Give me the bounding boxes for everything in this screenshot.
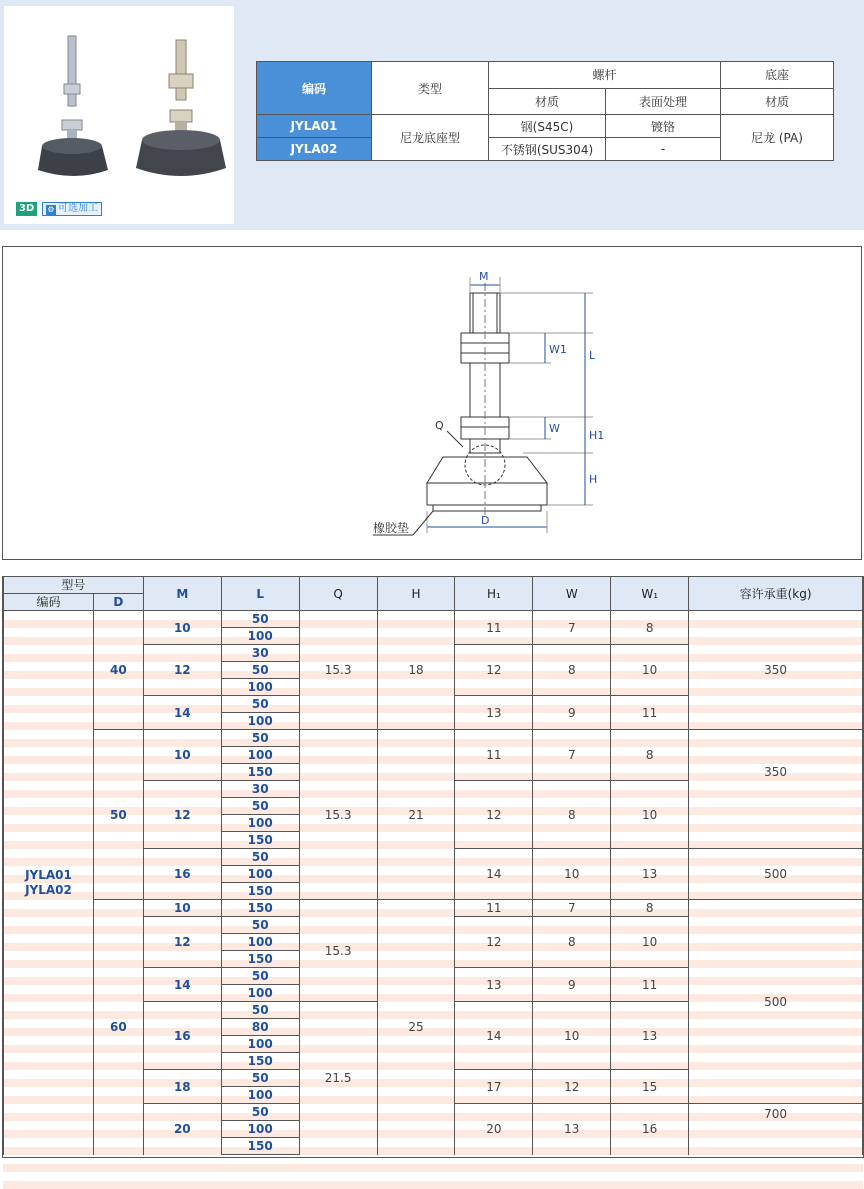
w-value: 12 xyxy=(533,1070,611,1104)
l-value: 100 xyxy=(221,1087,299,1104)
label-H: H xyxy=(589,473,598,486)
w1-value: 10 xyxy=(611,917,689,968)
h-header: H xyxy=(377,577,455,611)
l-value: 50 xyxy=(221,1070,299,1087)
load-header: 容许承重(kg) xyxy=(689,577,863,611)
h1-header: H₁ xyxy=(455,577,533,611)
w1-value: 8 xyxy=(611,730,689,781)
h1-value: 17 xyxy=(455,1070,533,1104)
m-value: 14 xyxy=(143,968,221,1002)
l-value: 150 xyxy=(221,764,299,781)
w-value: 8 xyxy=(533,645,611,696)
3d-badge[interactable]: 3D xyxy=(16,202,37,216)
l-value: 100 xyxy=(221,1121,299,1138)
spec-table xyxy=(3,577,863,1155)
l-value: 50 xyxy=(221,696,299,713)
screw-header: 螺杆 xyxy=(489,62,721,89)
label-Q: Q xyxy=(435,419,444,432)
l-value: 100 xyxy=(221,815,299,832)
code-jyla02: JYLA02 xyxy=(257,138,372,161)
h-value: 25 xyxy=(377,900,455,1155)
optional-processing-badge[interactable] xyxy=(42,202,102,216)
l-value: 50 xyxy=(221,1002,299,1019)
m-value: 10 xyxy=(143,611,221,645)
w-value: 7 xyxy=(533,730,611,781)
w-value: 8 xyxy=(533,917,611,968)
label-H1: H1 xyxy=(589,429,605,442)
l-value: 100 xyxy=(221,628,299,645)
w-value: 9 xyxy=(533,968,611,1002)
row-stripe xyxy=(3,1181,863,1189)
leveling-feet-illustration xyxy=(4,6,234,224)
l-value: 150 xyxy=(221,900,299,917)
m-header: M xyxy=(143,577,221,611)
w1-value: 11 xyxy=(611,696,689,730)
d-value: 50 xyxy=(93,730,143,900)
load-value: 350 xyxy=(689,730,863,849)
base-material-header: 材质 xyxy=(721,88,834,115)
d-value: 60 xyxy=(93,900,143,1155)
table-row xyxy=(4,611,863,628)
w1-header: W₁ xyxy=(611,577,689,611)
d-value: 40 xyxy=(93,611,143,730)
h1-value: 20 xyxy=(455,1104,533,1155)
w1-value: 10 xyxy=(611,645,689,696)
label-W: W xyxy=(549,422,560,435)
m-value: 12 xyxy=(143,645,221,696)
load-value: 350 xyxy=(689,611,863,730)
h-value: 21 xyxy=(377,730,455,900)
base-material-value: 尼龙 (PA) xyxy=(721,115,834,161)
type-header: 类型 xyxy=(372,62,489,115)
l-value: 150 xyxy=(221,832,299,849)
dimension-drawing xyxy=(2,246,862,560)
w-value: 10 xyxy=(533,849,611,900)
load-value: 500 xyxy=(689,849,863,900)
w-value: 7 xyxy=(533,611,611,645)
surface-jyla02: - xyxy=(606,138,721,161)
m-value: 12 xyxy=(143,917,221,968)
w1-value: 13 xyxy=(611,849,689,900)
l-value: 80 xyxy=(221,1019,299,1036)
drawing-svg xyxy=(3,247,861,559)
h1-value: 12 xyxy=(455,781,533,849)
l-value: 50 xyxy=(221,662,299,679)
l-value: 50 xyxy=(221,611,299,628)
h1-value: 11 xyxy=(455,900,533,917)
label-L: L xyxy=(589,349,596,362)
surface-header: 表面处理 xyxy=(606,88,721,115)
q-value: 15.3 xyxy=(299,900,377,1002)
code-header: 编码 xyxy=(257,62,372,115)
l-value: 50 xyxy=(221,917,299,934)
w-value: 9 xyxy=(533,696,611,730)
m-value: 16 xyxy=(143,1002,221,1070)
label-D: D xyxy=(481,514,490,527)
label-rubber-pad: 橡胶垫 xyxy=(373,521,410,535)
h-value: 18 xyxy=(377,611,455,730)
w1-value: 16 xyxy=(611,1104,689,1155)
l-value: 100 xyxy=(221,985,299,1002)
l-header: L xyxy=(221,577,299,611)
m-value: 16 xyxy=(143,849,221,900)
l-value: 30 xyxy=(221,781,299,798)
h1-value: 13 xyxy=(455,696,533,730)
code-header: 编码 xyxy=(4,594,94,611)
m-value: 10 xyxy=(143,900,221,917)
code-jyla01: JYLA01 xyxy=(257,115,372,138)
l-value: 150 xyxy=(221,883,299,900)
l-value: 100 xyxy=(221,679,299,696)
type-value: 尼龙底座型 xyxy=(372,115,489,161)
l-value: 50 xyxy=(221,1104,299,1121)
surface-jyla01: 镀铬 xyxy=(606,115,721,138)
w-value: 10 xyxy=(533,1002,611,1070)
model-header: 型号 xyxy=(4,577,144,594)
h1-value: 14 xyxy=(455,849,533,900)
w-value: 13 xyxy=(533,1104,611,1155)
l-value: 100 xyxy=(221,866,299,883)
h1-value: 14 xyxy=(455,1002,533,1070)
m-value: 14 xyxy=(143,696,221,730)
gear-icon: ⚙ xyxy=(47,205,55,214)
q-value: 15.3 xyxy=(299,730,377,900)
q-value: 15.3 xyxy=(299,611,377,730)
material-table xyxy=(256,61,834,161)
row-stripe xyxy=(3,1164,863,1172)
l-value: 100 xyxy=(221,1036,299,1053)
h1-value: 12 xyxy=(455,645,533,696)
q-header: Q xyxy=(299,577,377,611)
d-header: D xyxy=(93,594,143,611)
w1-value: 11 xyxy=(611,968,689,1002)
m-value: 20 xyxy=(143,1104,221,1155)
h1-value: 11 xyxy=(455,611,533,645)
label-M: M xyxy=(479,270,489,283)
w1-value: 15 xyxy=(611,1070,689,1104)
l-value: 50 xyxy=(221,968,299,985)
label-W1: W1 xyxy=(549,343,567,356)
l-value: 150 xyxy=(221,1053,299,1070)
m-value: 10 xyxy=(143,730,221,781)
w-header: W xyxy=(533,577,611,611)
l-value: 30 xyxy=(221,645,299,662)
l-value: 150 xyxy=(221,1138,299,1155)
l-value: 50 xyxy=(221,849,299,866)
l-value: 150 xyxy=(221,951,299,968)
l-value: 50 xyxy=(221,798,299,815)
table-row xyxy=(4,730,863,747)
screw-material-header: 材质 xyxy=(489,88,606,115)
h1-value: 11 xyxy=(455,730,533,781)
l-value: 100 xyxy=(221,713,299,730)
load-value: 700 xyxy=(689,1104,863,1155)
base-header: 底座 xyxy=(721,62,834,89)
screw-material-jyla02: 不锈钢(SUS304) xyxy=(489,138,606,161)
h1-value: 12 xyxy=(455,917,533,968)
l-value: 50 xyxy=(221,730,299,747)
h1-value: 13 xyxy=(455,968,533,1002)
w1-value: 8 xyxy=(611,900,689,917)
product-photo xyxy=(4,6,234,224)
w-value: 7 xyxy=(533,900,611,917)
screw-material-jyla01: 钢(S45C) xyxy=(489,115,606,138)
model-codes: JYLA01 JYLA02 xyxy=(4,611,94,1155)
l-value: 100 xyxy=(221,747,299,764)
w1-value: 8 xyxy=(611,611,689,645)
m-value: 18 xyxy=(143,1070,221,1104)
w-value: 8 xyxy=(533,781,611,849)
l-value: 100 xyxy=(221,934,299,951)
table-row xyxy=(4,900,863,917)
spec-table-container xyxy=(2,576,864,1158)
m-value: 12 xyxy=(143,781,221,849)
w1-value: 10 xyxy=(611,781,689,849)
q-value: 21.5 xyxy=(299,1002,377,1155)
optional-processing-label: 可选加工 xyxy=(58,203,98,214)
w1-value: 13 xyxy=(611,1002,689,1070)
load-value: 500 xyxy=(689,900,863,1104)
